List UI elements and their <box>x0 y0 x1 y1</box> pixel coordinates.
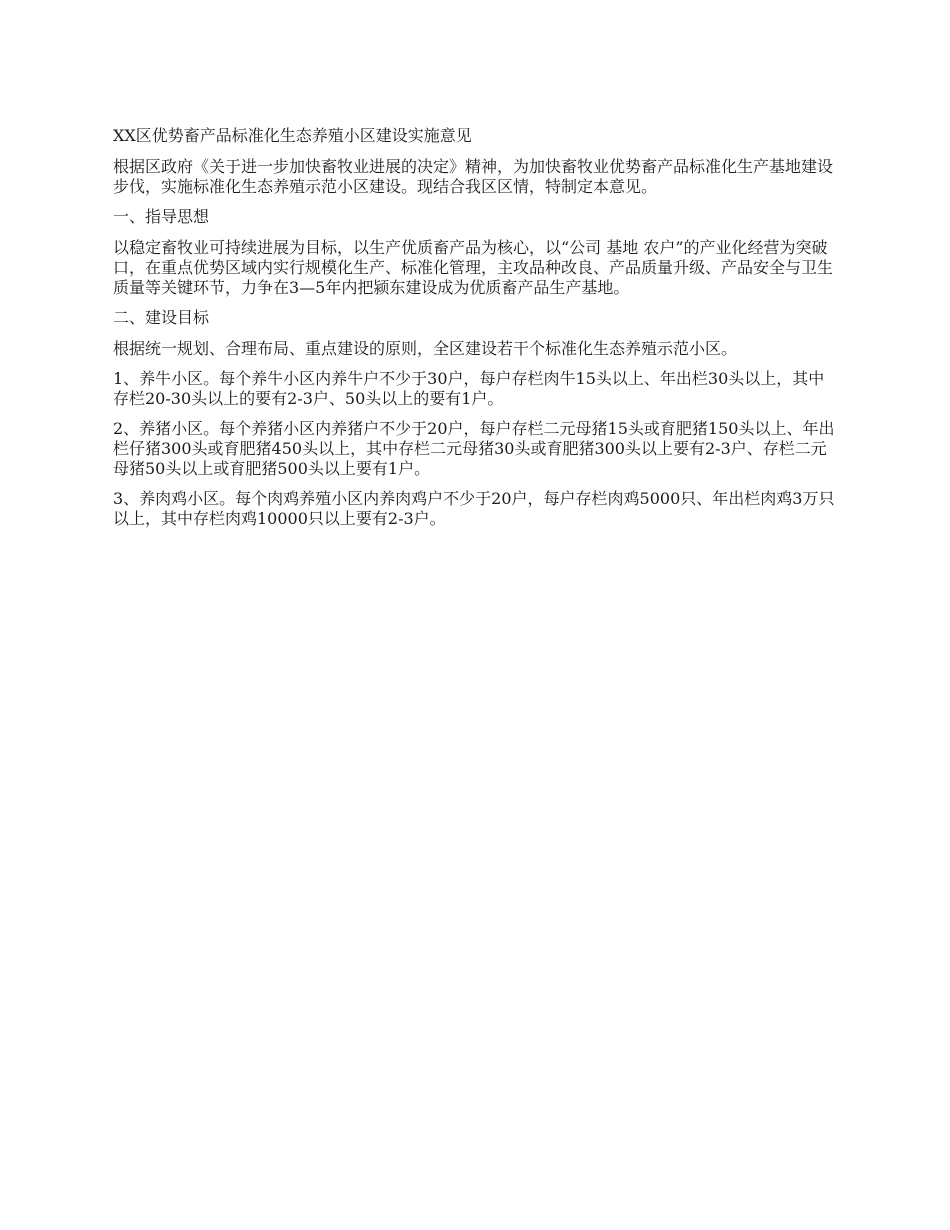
document-title: XX区优势畜产品标准化生态养殖小区建设实施意见 <box>113 126 472 145</box>
section-heading-construction-goals: 二、建设目标 <box>113 308 210 327</box>
construction-goals-paragraph: 根据统一规划、合理布局、重点建设的原则，全区建设若干个标准化生态养殖示范小区。 <box>113 339 738 358</box>
list-item-cattle-district: 1、养牛小区。每个养牛小区内养牛户不少于30户，每户存栏肉牛15头以上、年出栏30头以上，其中存栏20-30头以上的要有2-3户、50头以上的要有1户。 <box>113 369 825 408</box>
intro-paragraph: 根据区政府《关于进一步加快畜牧业进展的决定》精神，为加快畜牧业优势畜产品标准化生产基地建设步伐，实施标准化生态养殖示范小区建设。现结合我区区情，特制定本意见。 <box>113 157 834 196</box>
document-page <box>113 126 837 539</box>
section-heading-guiding-thought: 一、指导思想 <box>113 207 210 226</box>
list-item-pig-district: 2、养猪小区。每个养猪小区内养猪户不少于20户，每户存栏二元母猪15头或育肥猪150头以上、年出栏仔猪300头或育肥猪450头以上，其中存栏二元母猪30头或育肥猪300头以上要有2-3户、存栏二元母猪50头以上或育肥猪500头以上要有1户。 <box>113 419 835 478</box>
guiding-thought-paragraph: 以稳定畜牧业可持续进展为目标，以生产优质畜产品为核心，以“公司 基地 农户”的产业化经营为突破口，在重点优势区域内实行规模化生产、标准化管理，主攻品种改良、产品质量升级、产品安全与卫生质量等关键环节，力争在3—5年内把颍东建设成为优质畜产品生产基地。 <box>113 238 834 297</box>
list-item-chicken-district: 3、养肉鸡小区。每个肉鸡养殖小区内养肉鸡户不少于20户，每户存栏肉鸡5000只、年出栏肉鸡3万只以上，其中存栏肉鸡10000只以上要有2-3户。 <box>113 489 835 528</box>
